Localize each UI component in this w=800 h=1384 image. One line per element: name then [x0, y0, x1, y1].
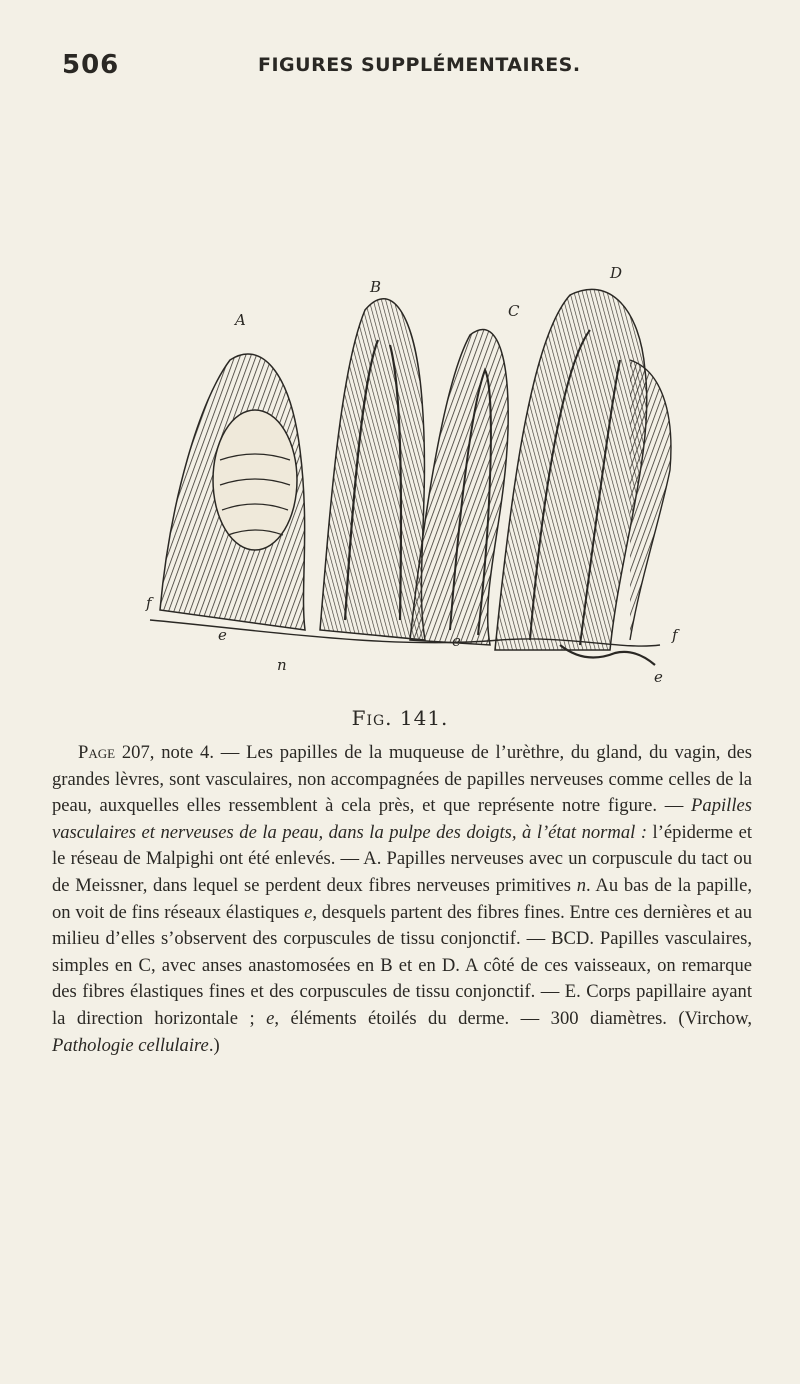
papilla-b: [320, 299, 425, 640]
label-f-left: f: [146, 594, 152, 612]
note-paragraph: [52, 740, 752, 1059]
text-seg6: .): [208, 1034, 220, 1056]
text-seg2: l’épiderme et le réseau de Malpighi ont été enlevés. — A. Papilles nerveuses avec un corpuscule du tact ou de Meissner, dans lequel se perdent deux fibres nerveuses primitives: [52, 821, 752, 896]
text-seg5: , éléments étoilés du derme. — 300 diamètres. (Virchow,: [274, 1007, 752, 1029]
text-italic1: Papilles vasculaires et nerveuses de la peau, dans la pulpe des doigts, à l’état normal :: [52, 795, 752, 843]
text-italic-n: n: [576, 874, 587, 896]
label-e-left: e: [218, 626, 227, 644]
text-seg4: , desquels partent des fibres fines. Entre ces dernières et au milieu d’elles s’observent des corpuscules de tissu conjonctif. — BCD. Papilles vasculaires, simples en C, avec anses anastomosées en B et en D. A côté de ces vaisseaux, on remarque des fibres élastiques fines et des corpuscules de tissu conjonctif. — E. Corps papillaire ayant la direction horizontale ;: [52, 901, 752, 1029]
figure-illustration: [140, 250, 700, 700]
page-number: 506: [62, 50, 120, 80]
label-f-right: f: [672, 626, 678, 644]
papilla-d: [495, 289, 671, 650]
text-seg1: 207, note 4. — Les papilles de la muqueuse de l’urèthre, du gland, du vagin, des grandes lèvres, sont vasculaires, non accompagnées de papilles nerveuses comme celles de la peau, auxquelles elles ressemblent à cela près, et que représente notre figure. —: [52, 742, 752, 817]
lead-word: Page: [78, 742, 116, 763]
label-b: B: [370, 278, 382, 296]
label-c: C: [508, 302, 520, 320]
label-e-mid: e: [452, 632, 461, 650]
label-e-right: e: [654, 668, 663, 686]
figure-caption: Fig. 141.: [351, 706, 449, 730]
tactile-corpuscle: [213, 410, 297, 550]
text-italic-e2: e: [266, 1007, 275, 1029]
text-italic2: Pathologie cellulaire: [52, 1034, 209, 1056]
label-a: A: [235, 311, 246, 329]
running-head: FIGURES SUPPLÉMENTAIRES.: [258, 54, 581, 76]
papillae-engraving: [140, 250, 700, 700]
text-italic-e1: e: [304, 901, 313, 923]
label-d: D: [610, 264, 623, 282]
label-n: n: [277, 656, 287, 674]
papilla-a: [160, 354, 305, 630]
text-seg3: . Au bas de la papille, on voit de fins réseaux élastiques: [52, 874, 752, 923]
body-text: [52, 740, 752, 1059]
